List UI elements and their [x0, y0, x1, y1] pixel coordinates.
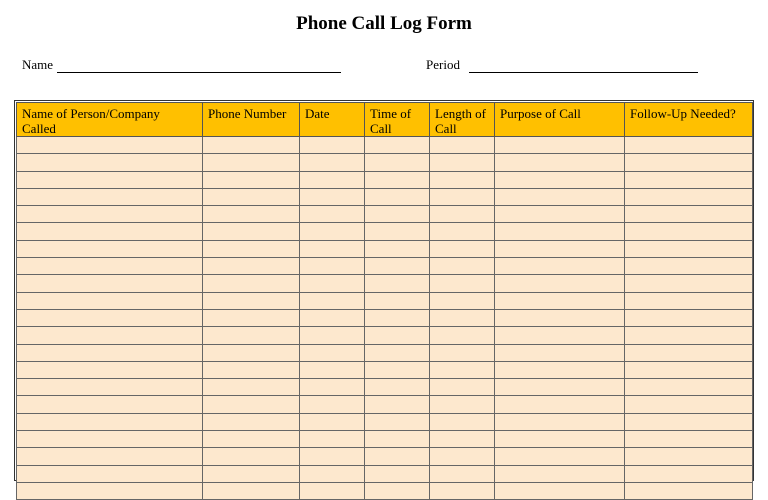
table-cell[interactable]	[17, 258, 203, 275]
table-cell[interactable]	[625, 275, 753, 292]
table-cell[interactable]	[495, 275, 625, 292]
table-cell[interactable]	[430, 465, 495, 482]
table-cell[interactable]	[17, 361, 203, 378]
table-cell[interactable]	[203, 465, 300, 482]
table-cell[interactable]	[203, 482, 300, 499]
table-cell[interactable]	[625, 154, 753, 171]
table-cell[interactable]	[203, 240, 300, 257]
table-cell[interactable]	[495, 379, 625, 396]
table-row	[17, 344, 753, 361]
table-cell[interactable]	[495, 206, 625, 223]
table-cell[interactable]	[365, 206, 430, 223]
table-cell[interactable]	[365, 292, 430, 309]
table-cell[interactable]	[203, 223, 300, 240]
column-header-name: Name of Person/Company Called	[17, 103, 203, 137]
table-cell[interactable]	[300, 188, 365, 205]
column-header-time-of-call: Time of Call	[365, 103, 430, 137]
table-cell[interactable]	[430, 223, 495, 240]
table-cell[interactable]	[17, 292, 203, 309]
table-row	[17, 309, 753, 326]
table-cell[interactable]	[365, 309, 430, 326]
table-cell[interactable]	[203, 188, 300, 205]
table-row	[17, 292, 753, 309]
call-log-table-frame	[14, 100, 754, 481]
table-cell[interactable]	[300, 344, 365, 361]
table-cell[interactable]	[365, 223, 430, 240]
table-cell[interactable]	[300, 379, 365, 396]
table-cell[interactable]	[625, 482, 753, 499]
table-cell[interactable]	[430, 240, 495, 257]
table-cell[interactable]	[17, 431, 203, 448]
table-cell[interactable]	[365, 482, 430, 499]
table-cell[interactable]	[300, 396, 365, 413]
period-field[interactable]	[469, 72, 698, 73]
table-cell[interactable]	[17, 327, 203, 344]
table-cell[interactable]	[365, 361, 430, 378]
column-header-date: Date	[300, 103, 365, 137]
table-cell[interactable]	[625, 465, 753, 482]
table-cell[interactable]	[495, 309, 625, 326]
column-header-length-of-call: Length of Call	[430, 103, 495, 137]
table-row	[17, 482, 753, 499]
table-cell[interactable]	[203, 292, 300, 309]
table-cell[interactable]	[625, 223, 753, 240]
table-cell[interactable]	[17, 413, 203, 430]
table-cell[interactable]	[300, 309, 365, 326]
table-cell[interactable]	[495, 327, 625, 344]
table-cell[interactable]	[625, 258, 753, 275]
table-row	[17, 188, 753, 205]
table-cell[interactable]	[300, 223, 365, 240]
table-cell[interactable]	[625, 344, 753, 361]
table-header-row	[17, 103, 753, 137]
table-cell[interactable]	[300, 137, 365, 154]
table-cell[interactable]	[430, 292, 495, 309]
table-cell[interactable]	[365, 396, 430, 413]
table-cell[interactable]	[300, 292, 365, 309]
table-cell[interactable]	[365, 465, 430, 482]
table-row	[17, 413, 753, 430]
table-cell[interactable]	[430, 171, 495, 188]
table-cell[interactable]	[203, 309, 300, 326]
table-cell[interactable]	[430, 413, 495, 430]
table-cell[interactable]	[625, 396, 753, 413]
table-row	[17, 223, 753, 240]
table-cell[interactable]	[495, 431, 625, 448]
table-cell[interactable]	[365, 431, 430, 448]
table-cell[interactable]	[430, 206, 495, 223]
table-cell[interactable]	[430, 154, 495, 171]
table-cell[interactable]	[430, 344, 495, 361]
table-cell[interactable]	[300, 448, 365, 465]
table-cell[interactable]	[495, 258, 625, 275]
table-cell[interactable]	[203, 361, 300, 378]
table-cell[interactable]	[430, 309, 495, 326]
table-cell[interactable]	[365, 137, 430, 154]
table-row	[17, 379, 753, 396]
column-header-follow-up-needed: Follow-Up Needed?	[625, 103, 753, 137]
call-log-table	[16, 102, 753, 500]
table-cell[interactable]	[495, 223, 625, 240]
table-cell[interactable]	[495, 413, 625, 430]
table-cell[interactable]	[300, 413, 365, 430]
table-cell[interactable]	[365, 327, 430, 344]
table-cell[interactable]	[625, 188, 753, 205]
table-cell[interactable]	[625, 171, 753, 188]
table-cell[interactable]	[203, 137, 300, 154]
table-cell[interactable]	[17, 137, 203, 154]
table-cell[interactable]	[495, 361, 625, 378]
table-cell[interactable]	[17, 206, 203, 223]
table-row	[17, 137, 753, 154]
table-cell[interactable]	[300, 327, 365, 344]
table-cell[interactable]	[203, 396, 300, 413]
table-body	[17, 137, 753, 500]
table-cell[interactable]	[365, 258, 430, 275]
table-cell[interactable]	[495, 448, 625, 465]
table-cell[interactable]	[300, 171, 365, 188]
table-cell[interactable]	[203, 344, 300, 361]
table-cell[interactable]	[17, 448, 203, 465]
table-cell[interactable]	[625, 206, 753, 223]
table-cell[interactable]	[203, 275, 300, 292]
table-cell[interactable]	[430, 482, 495, 499]
table-cell[interactable]	[495, 344, 625, 361]
table-cell[interactable]	[17, 309, 203, 326]
table-cell[interactable]	[495, 240, 625, 257]
table-row	[17, 258, 753, 275]
table-row	[17, 327, 753, 344]
table-cell[interactable]	[17, 240, 203, 257]
table-row	[17, 431, 753, 448]
table-row	[17, 448, 753, 465]
column-header-purpose-of-call: Purpose of Call	[495, 103, 625, 137]
table-cell[interactable]	[625, 309, 753, 326]
table-row	[17, 361, 753, 378]
table-row	[17, 171, 753, 188]
table-cell[interactable]	[203, 448, 300, 465]
table-row	[17, 275, 753, 292]
name-field[interactable]	[57, 72, 341, 73]
table-cell[interactable]	[625, 431, 753, 448]
table-cell[interactable]	[430, 188, 495, 205]
table-cell[interactable]	[365, 448, 430, 465]
table-cell[interactable]	[17, 223, 203, 240]
table-cell[interactable]	[300, 240, 365, 257]
name-label: Name	[22, 57, 54, 72]
table-cell[interactable]	[17, 396, 203, 413]
table-cell[interactable]	[495, 137, 625, 154]
table-cell[interactable]	[300, 361, 365, 378]
table-cell[interactable]	[430, 137, 495, 154]
table-cell[interactable]	[430, 396, 495, 413]
table-cell[interactable]	[625, 361, 753, 378]
table-cell[interactable]	[300, 258, 365, 275]
table-row	[17, 465, 753, 482]
table-cell[interactable]	[625, 379, 753, 396]
table-cell[interactable]	[17, 344, 203, 361]
table-cell[interactable]	[430, 361, 495, 378]
table-cell[interactable]	[300, 465, 365, 482]
table-cell[interactable]	[17, 379, 203, 396]
table-cell[interactable]	[495, 396, 625, 413]
table-cell[interactable]	[365, 240, 430, 257]
table-cell[interactable]	[495, 292, 625, 309]
table-cell[interactable]	[430, 327, 495, 344]
table-cell[interactable]	[430, 448, 495, 465]
table-cell[interactable]	[300, 275, 365, 292]
table-cell[interactable]	[300, 206, 365, 223]
table-cell[interactable]	[17, 465, 203, 482]
form-title: Phone Call Log Form	[296, 13, 472, 34]
table-cell[interactable]	[17, 171, 203, 188]
table-cell[interactable]	[495, 482, 625, 499]
table-cell[interactable]	[430, 275, 495, 292]
table-cell[interactable]	[203, 154, 300, 171]
table-cell[interactable]	[365, 188, 430, 205]
table-row	[17, 240, 753, 257]
table-cell[interactable]	[625, 448, 753, 465]
table-row	[17, 206, 753, 223]
table-cell[interactable]	[495, 188, 625, 205]
table-cell[interactable]	[203, 413, 300, 430]
table-cell[interactable]	[203, 171, 300, 188]
table-cell[interactable]	[17, 188, 203, 205]
table-cell[interactable]	[495, 465, 625, 482]
table-cell[interactable]	[365, 171, 430, 188]
table-cell[interactable]	[625, 292, 753, 309]
table-row	[17, 396, 753, 413]
table-cell[interactable]	[365, 275, 430, 292]
table-cell[interactable]	[300, 431, 365, 448]
table-cell[interactable]	[365, 413, 430, 430]
table-cell[interactable]	[430, 379, 495, 396]
table-cell[interactable]	[430, 431, 495, 448]
table-cell[interactable]	[17, 275, 203, 292]
table-cell[interactable]	[495, 154, 625, 171]
table-cell[interactable]	[495, 171, 625, 188]
table-cell[interactable]	[203, 431, 300, 448]
table-cell[interactable]	[300, 154, 365, 171]
table-cell[interactable]	[365, 379, 430, 396]
table-row	[17, 154, 753, 171]
table-cell[interactable]	[17, 482, 203, 499]
table-cell[interactable]	[203, 379, 300, 396]
table-cell[interactable]	[625, 137, 753, 154]
table-cell[interactable]	[625, 240, 753, 257]
table-cell[interactable]	[300, 482, 365, 499]
table-cell[interactable]	[365, 344, 430, 361]
period-label: Period	[426, 57, 460, 72]
table-cell[interactable]	[17, 154, 203, 171]
table-cell[interactable]	[430, 258, 495, 275]
table-cell[interactable]	[203, 327, 300, 344]
table-cell[interactable]	[625, 327, 753, 344]
table-cell[interactable]	[625, 413, 753, 430]
table-cell[interactable]	[203, 206, 300, 223]
table-cell[interactable]	[203, 258, 300, 275]
column-header-phone-number: Phone Number	[203, 103, 300, 137]
table-cell[interactable]	[365, 154, 430, 171]
